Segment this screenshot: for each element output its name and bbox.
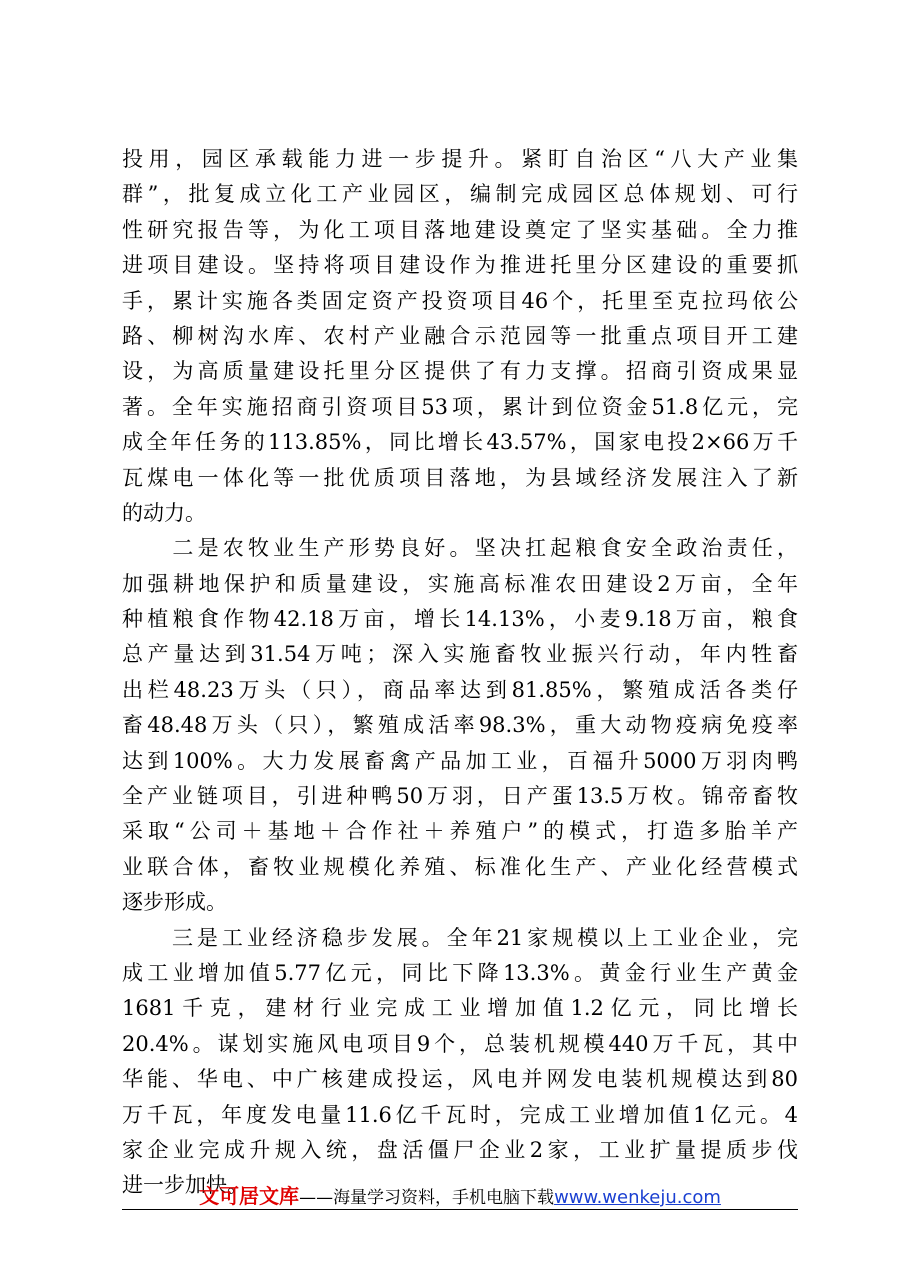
text-line: 瓦煤电一体化等一批优质项目落地，为县域经济发展注入了新	[122, 465, 798, 490]
text-line: 加强耕地保护和质量建设，实施高标准农田建设2万亩，全年	[122, 571, 798, 596]
body-text	[122, 142, 798, 1204]
text-line: 二是农牧业生产形势良好。坚决扛起粮食安全政治责任，	[122, 536, 798, 561]
footer	[122, 1180, 798, 1210]
text-line: 性研究报告等，为化工项目落地建设奠定了坚实基础。全力推	[122, 217, 798, 242]
text-line: 华能、华电、中广核建成投运，风电并网发电装机规模达到80	[122, 1067, 798, 1092]
text-line: 种植粮食作物42.18万亩，增长14.13%，小麦9.18万亩，粮食	[122, 607, 798, 632]
text-line: 成全年任务的113.85%，同比增长43.57%，国家电投2×66万千	[122, 430, 798, 455]
footer-tagline: ——海量学习资料，手机电脑下载	[299, 1188, 555, 1208]
text-line: 投用，园区承载能力进一步提升。紧盯自治区“八大产业集	[122, 147, 798, 171]
text-line: 手，累计实施各类固定资产投资项目46个，托里至克拉玛依公	[122, 288, 798, 313]
text-line: 路、柳树沟水库、农村产业融合示范园等一批重点项目开工建	[122, 323, 798, 348]
text-line: 20.4%。谋划实施风电项目9个，总装机规模440万千瓦，其中	[122, 1031, 798, 1056]
text-line: 群”，批复成立化工产业园区，编制完成园区总体规划、可行	[122, 182, 798, 207]
text-line: 1681千克，建材行业完成工业增加值1.2亿元，同比增长	[122, 996, 798, 1021]
text-line: 著。全年实施招商引资项目53项，累计到位资金51.8亿元，完	[122, 394, 798, 419]
text-line: 出栏48.23万头（只），商品率达到81.85%，繁殖成活各类仔	[122, 677, 798, 702]
text-line: 的动力。	[122, 500, 206, 525]
text-line: 逐步形成。	[122, 890, 227, 915]
footer-brand: 文可居文库	[199, 1184, 300, 1208]
text-line: 进项目建设。坚持将项目建设作为推进托里分区建设的重要抓	[122, 253, 798, 278]
footer-url-link[interactable]: www.wenkeju.com	[554, 1187, 721, 1208]
text-line: 设，为高质量建设托里分区提供了有力支撑。招商引资成果显	[122, 359, 798, 384]
text-line: 成工业增加值5.77亿元，同比下降13.3%。黄金行业生产黄金	[122, 960, 798, 985]
text-line: 万千瓦，年度发电量11.6亿千瓦时，完成工业增加值1亿元。4	[122, 1102, 798, 1127]
text-line: 全产业链项目，引进种鸭50万羽，日产蛋13.5万枚。锦帝畜牧	[122, 784, 798, 809]
footer-divider	[122, 1209, 798, 1210]
text-line: 三是工业经济稳步发展。全年21家规模以上工业企业，完	[122, 925, 798, 950]
text-line: 总产量达到31.54万吨；深入实施畜牧业振兴行动，年内牲畜	[122, 642, 798, 667]
text-line: 畜48.48万头（只），繁殖成活率98.3%，重大动物疫病免疫率	[122, 713, 798, 738]
text-line: 进一步加快。	[122, 1173, 248, 1198]
text-line: 采取“公司＋基地＋合作社＋养殖户”的模式，打造多胎羊产	[122, 819, 798, 844]
text-line: 家企业完成升规入统，盘活僵尸企业2家，工业扩量提质步伐	[122, 1137, 798, 1162]
text-line: 业联合体，畜牧业规模化养殖、标准化生产、产业化经营模式	[122, 854, 798, 879]
text-line: 达到100%。大力发展畜禽产品加工业，百福升5000万羽肉鸭	[122, 748, 798, 773]
